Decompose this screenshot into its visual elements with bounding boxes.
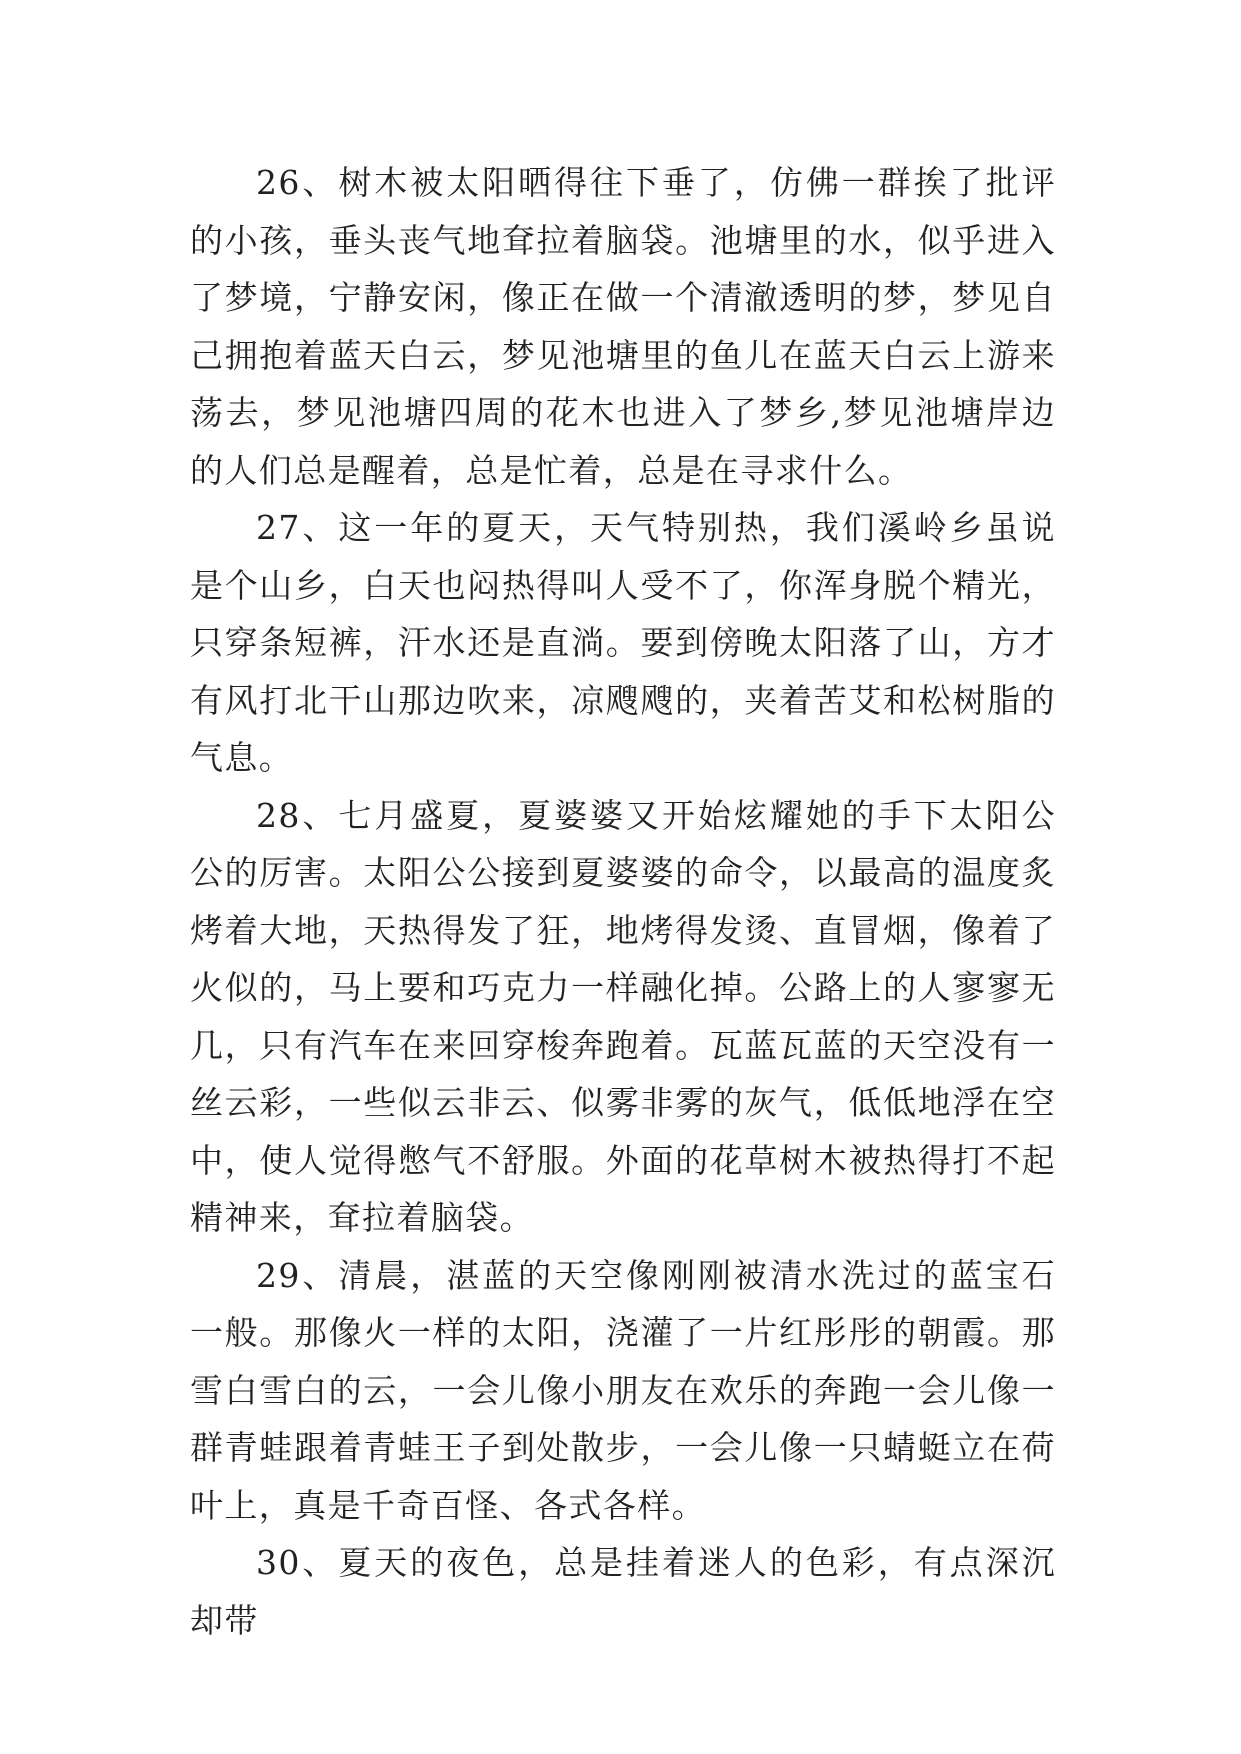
paragraph-30: 30、夏天的夜色，总是挂着迷人的色彩，有点深沉却带	[190, 1543, 1056, 1640]
paragraph-28: 28、七月盛夏，夏婆婆又开始炫耀她的手下太阳公公的厉害。太阳公公接到夏婆婆的命令，以最高的温度炙烤着大地，天热得发了狂，地烤得发烫、直冒烟，像着了火似的，马上要和巧克力一样融化掉。公路上的人寥寥无几，只有汽车在来回穿梭奔跑着。瓦蓝瓦蓝的天空没有一丝云彩，一些似云非云、似雾非雾的灰气，低低地浮在空中，使人觉得憋气不舒服。外面的花草树木被热得打不起精神来，耷拉着脑袋。	[190, 795, 1056, 1237]
paragraph-26: 26、树木被太阳晒得往下垂了，仿佛一群挨了批评的小孩，垂头丧气地耷拉着脑袋。池塘里的水，似乎进入了梦境，宁静安闲，像正在做一个清澈透明的梦，梦见自己拥抱着蓝天白云，梦见池塘里的鱼儿在蓝天白云上游来荡去，梦见池塘四周的花木也进入了梦乡,梦见池塘岸边的人们总是醒着，总是忙着，总是在寻求什么。	[190, 163, 1056, 490]
document-body	[190, 154, 1056, 1649]
paragraph-27: 27、这一年的夏天，天气特别热，我们溪岭乡虽说是个山乡，白天也闷热得叫人受不了，你浑身脱个精光，只穿条短裤，汗水还是直淌。要到傍晚太阳落了山，方才有风打北干山那边吹来，凉飕飕的，夹着苦艾和松树脂的气息。	[190, 508, 1056, 777]
paragraph-29: 29、清晨，湛蓝的天空像刚刚被清水洗过的蓝宝石一般。那像火一样的太阳，浇灌了一片红彤彤的朝霞。那雪白雪白的云，一会儿像小朋友在欢乐的奔跑一会儿像一群青蛙跟着青蛙王子到处散步，一会儿像一只蜻蜓立在荷叶上，真是千奇百怪、各式各样。	[190, 1255, 1056, 1525]
